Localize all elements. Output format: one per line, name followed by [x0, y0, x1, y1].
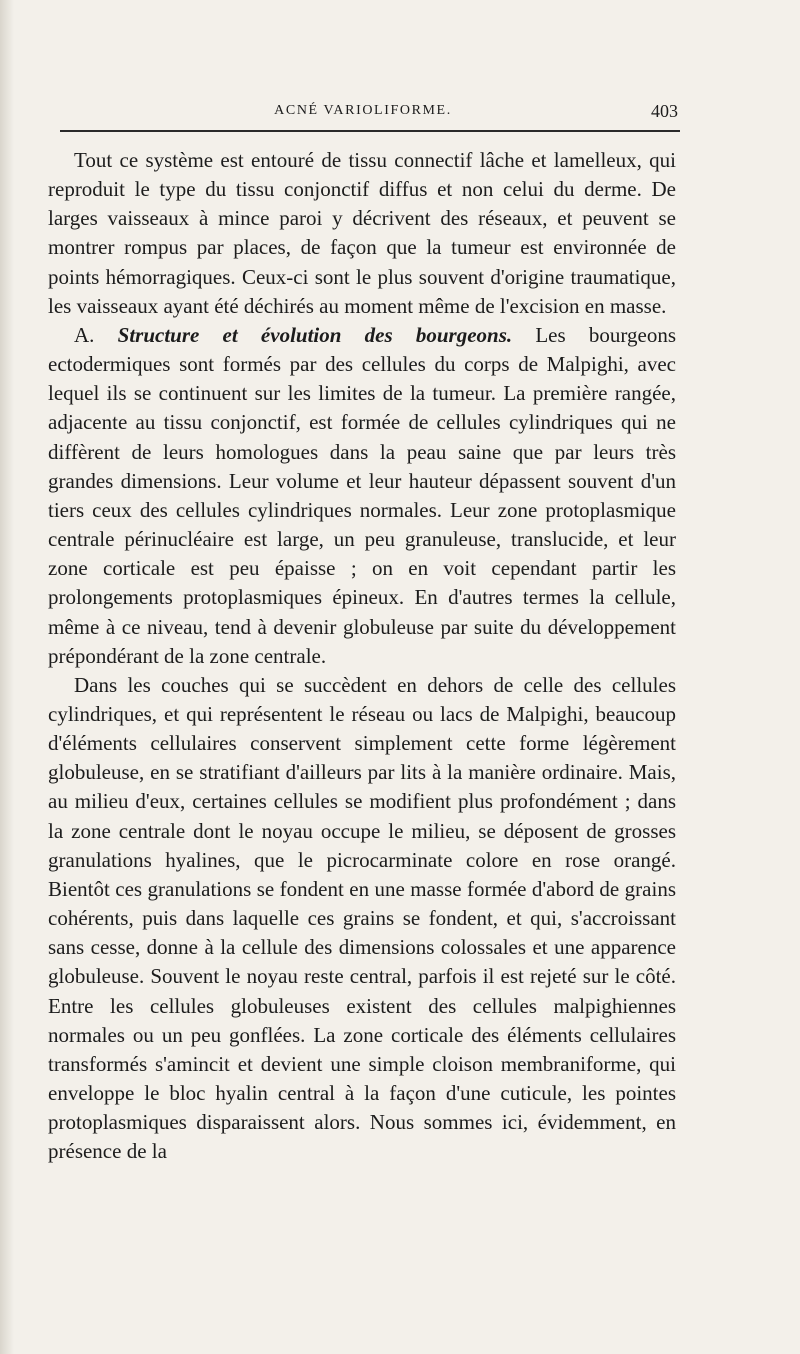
paragraph-3 — [48, 671, 676, 1167]
section-label: A. — [74, 322, 95, 347]
paragraph-1 — [48, 146, 676, 321]
page-number: 403 — [651, 101, 678, 121]
paragraph-1-text: Tout ce système est entouré de tissu connectif lâche et lamelleux, qui reproduit le type du tissu conjonctif diffus et non celui du derme. De larges vaisseaux à mince paroi y décrivent des réseaux, et peuvent se montrer rompus par places, de façon que la tumeur est environnée de points hémorragiques. Ceux-ci sont le plus souvent d'origine traumatique, les vaisseaux ayant été déchirés au moment même de l'excision en masse. — [48, 148, 676, 318]
section-heading: Structure et évolution des bourgeons. — [117, 322, 513, 347]
page-header — [48, 103, 678, 127]
header-rule — [60, 130, 680, 132]
paragraph-2 — [48, 321, 676, 671]
paragraph-2-text: Les bourgeons ectodermiques sont formés par des cellules du corps de Malpighi, avec lequel ils se continuent sur les limites de la tumeur. La première rangée, adjacente au tissu conjonctif, est formée de cellules cylindriques qui ne diffèrent de leurs homologues dans la peau saine que par leurs très grandes dimensions. Leur volume et leur hauteur dépassent souvent d'un tiers ceux des cellules cylindriques normales. Leur zone protoplasmique centrale périnucléaire est large, un peu granuleuse, translucide, et leur zone corticale est peu épaisse ; on en voit cependant partir les prolongements protoplasmiques épineux. En d'autres termes la cellule, même à ce niveau, tend à devenir globuleuse par suite du développement prépondérant de la zone centrale. — [48, 322, 677, 668]
gutter-shadow — [0, 0, 14, 1354]
paragraph-3-text: Dans les couches qui se succèdent en dehors de celle des cellules cylindriques, et qui représentent le réseau ou lacs de Malpighi, beaucoup d'éléments cellulaires conservent simplement cette forme légèrement globuleuse, en se stratifiant d'ailleurs par lits à la manière ordinaire. Mais, au milieu d'eux, certaines cellules se modifient plus profondément ; dans la zone centrale dont le noyau occupe le milieu, se déposent de grosses granulations hyalines, que le picrocarminate colore en rose orangé. Bientôt ces granulations se fondent en une masse formée d'abord de grains cohérents, puis dans laquelle ces grains se fondent, et qui, s'accroissant sans cesse, donne à la cellule des dimensions colossales et une apparence globuleuse. Souvent le noyau reste central, parfois il est rejeté sur le côté. Entre les cellules globuleuses existent des cellules malpighiennes normales ou un peu gonflées. La zone corticale des éléments cellulaires transformés s'amincit et devient une simple cloison membraniforme, qui enveloppe le bloc hyalin central à la façon d'une cuticule, les pointes protoplasmiques disparaissent alors. Nous sommes ici, évidemment, en présence de la — [48, 672, 676, 1164]
body-text — [48, 146, 676, 1166]
running-title: ACNÉ VARIOLIFORME. — [274, 103, 452, 118]
